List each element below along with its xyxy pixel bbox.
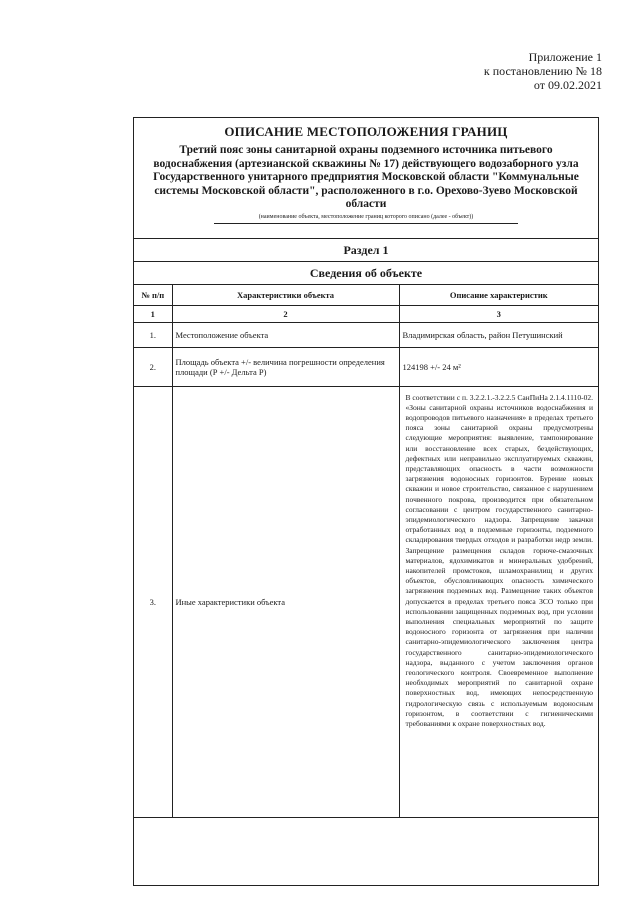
document-title: ОПИСАНИЕ МЕСТОПОЛОЖЕНИЯ ГРАНИЦ	[224, 124, 508, 139]
table-row	[134, 322, 598, 347]
row-description: В соответствии с п. 3.2.2.1.-3.2.2.5 СанПиНа 2.1.4.1110-02. «Зоны санитарной охраны источников водоснабжения и водопроводов питьевого назначения» в пределах третьего пояса зоны санитарной охраны предусмотрены следующие мероприятия: выявление, тампонирование или восстановление всех старых, бездействующих, дефектных или неправильно эксплуатируемых скважин, представляющих опасность в части возможности загрязнения водоносных горизонтов. Бурение новых скважин и новое строительство, связанное с нарушением почвенного покрова, производится при обязательном согласовании с центром государственного санитарно-эпидемиологического надзора. Запрещение закачки отработанных вод в подземные горизонты, подземного складирования твердых отходов и разработки недр земли. Запрещение размещения складов горюче-смазочных материалов, ядохимикатов и минеральных удобрений, накопителей промстоков, шламохранилищ и других объектов, обусловливающих опасность химического загрязнения подземных вод. Размещение таких объектов допускается в пределах третьего пояса ЗСО только при использовании защищенных подземных вод, при условии выполнения специальных мероприятий по защите водоносного горизонта от загрязнения при наличии санитарно-эпидемиологического заключения центра государственного санитарно-эпидемиологического надзора, выданного с учетом заключения органов геологического контроля. Своевременное выполнение необходимых мероприятий по санитарной охране поверхностных вод, имеющих непосредственную гидрологическую связь с используемым водоносным горизонтом, в соответствии с гигиеническими требованиями к охране поверхностных вод.	[399, 386, 598, 817]
appendix-resolution: к постановлению № 18	[483, 64, 602, 78]
object-description: Третий пояс зоны санитарной охраны подземного источника питьевого водоснабжения (артезианской скважины № 17) действующего водозаборного узла Государственного унитарного предприятия Московской области "Коммунальные системы Московской области", расположенного в г.о. Орехово-Зуево Московской области	[153, 144, 579, 210]
appendix-reference	[484, 50, 602, 92]
column-header-description: Описание характеристик	[399, 285, 598, 306]
column-header-characteristic: Характеристики объекта	[172, 285, 399, 306]
document-header	[134, 124, 598, 224]
row-characteristic: Площадь объекта +/- величина погрешности определения площади (Р +/- Дельта Р)	[172, 347, 399, 386]
row-description: 124198 +/- 24 м²	[399, 347, 598, 386]
table-row	[134, 347, 598, 386]
object-info-table	[134, 285, 598, 818]
column-header-number: № п/п	[134, 285, 172, 306]
document-frame	[133, 117, 599, 886]
column-number-row	[134, 305, 598, 322]
row-characteristic: Местоположение объекта	[172, 322, 399, 347]
column-number: 1	[134, 305, 172, 322]
row-number: 1.	[134, 322, 172, 347]
subsection-title: Сведения об объекте	[134, 262, 598, 285]
section-title: Раздел 1	[134, 239, 598, 262]
row-description: Владимирская область, район Петушинский	[399, 322, 598, 347]
object-description-hint: (наименование объекта, местоположение границ которого описано (далее - объект))	[214, 214, 518, 224]
appendix-number: Приложение 1	[528, 50, 602, 64]
row-number: 2.	[134, 347, 172, 386]
column-number: 3	[399, 305, 598, 322]
table-row	[134, 386, 598, 817]
table-header-row	[134, 285, 598, 306]
row-characteristic: Иные характеристики объекта	[172, 386, 399, 817]
row-number: 3.	[134, 386, 172, 817]
column-number: 2	[172, 305, 399, 322]
appendix-date: от 09.02.2021	[533, 78, 602, 92]
